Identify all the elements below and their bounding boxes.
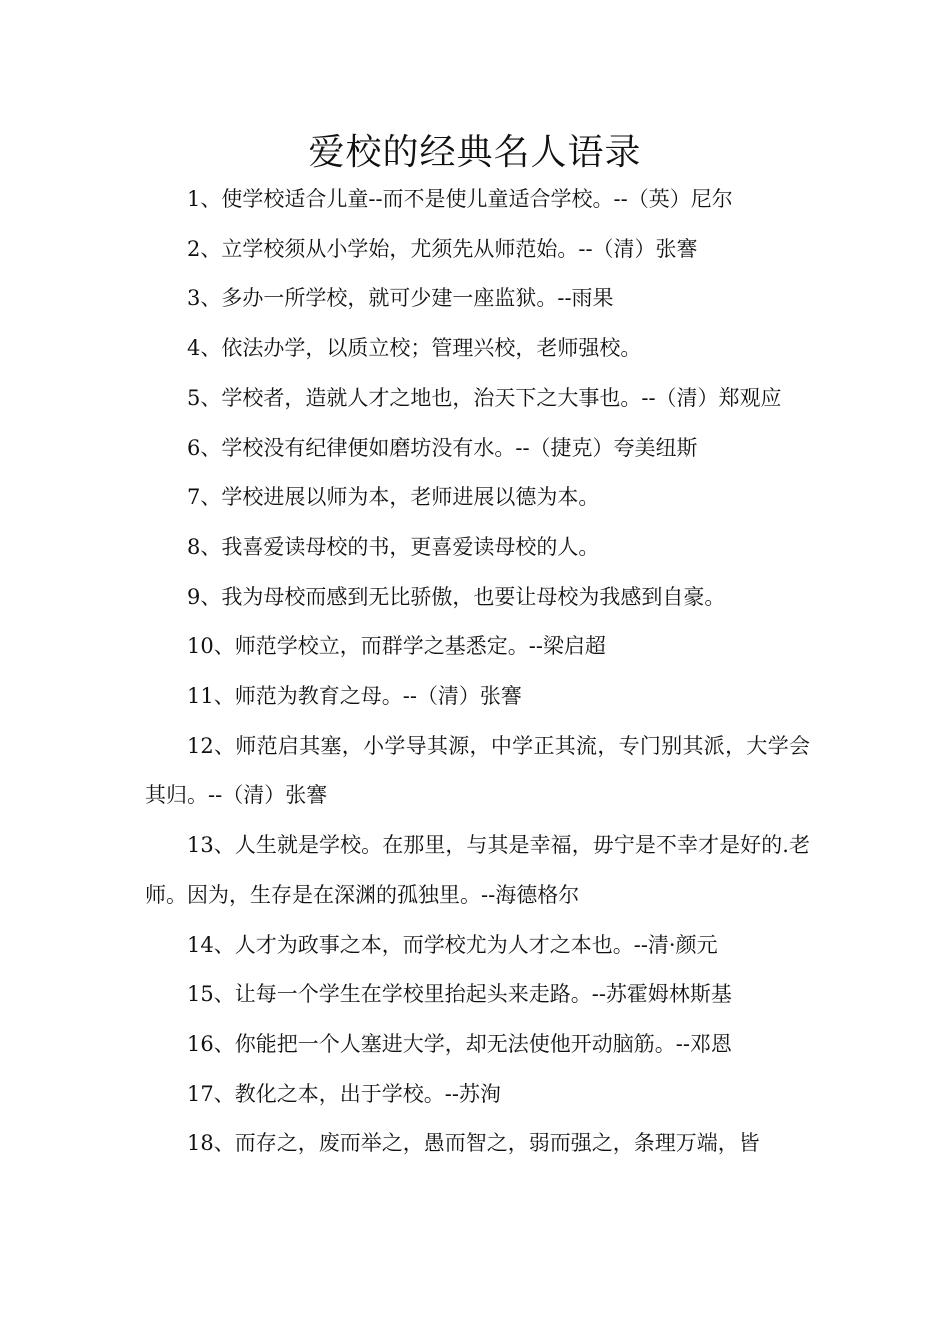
quote-item-3: 3、多办一所学校，就可少建一座监狱。--雨果	[187, 286, 614, 311]
quote-item-16: 16、你能把一个人塞进大学，却无法使他开动脑筋。--邓恩	[187, 1031, 732, 1056]
quote-item-17: 17、教化之本，出于学校。--苏洵	[187, 1081, 501, 1106]
quote-item-7: 7、学校进展以师为本，老师进展以德为本。	[187, 485, 600, 510]
quote-item-2: 2、立学校须从小学始，尤须先从师范始。--（清）张謇	[187, 236, 698, 261]
quote-item-13: 13、人生就是学校。在那里，与其是幸福，毋宁是不幸才是好的.老师。因为，生存是在深渊的孤独里。--海德格尔	[145, 833, 810, 907]
document-title: 爱校的经典名人语录	[308, 132, 642, 173]
quote-item-6: 6、学校没有纪律便如磨坊没有水。--（捷克）夸美纽斯	[187, 435, 698, 460]
quote-item-1: 1、使学校适合儿童--而不是使儿童适合学校。--（英）尼尔	[187, 187, 733, 211]
quote-list	[145, 175, 810, 1169]
quote-item-12: 12、师范启其塞，小学导其源，中学正其流，专门别其派，大学会其归。--（清）张謇	[145, 733, 810, 808]
quote-item-8: 8、我喜爱读母校的书，更喜爱读母校的人。	[187, 534, 600, 559]
quote-item-14: 14、人才为政事之本，而学校尤为人才之本也。--清·颜元	[187, 932, 718, 957]
quote-item-10: 10、师范学校立，而群学之基悉定。--梁启超	[187, 634, 606, 659]
quote-item-5: 5、学校者，造就人才之地也，治天下之大事也。--（清）郑观应	[187, 385, 782, 410]
quote-item-9: 9、我为母校而感到无比骄傲，也要让母校为我感到自豪。	[187, 584, 726, 609]
quote-item-18: 18、而存之，废而举之，愚而智之，弱而强之，条理万端，皆	[187, 1131, 760, 1156]
quote-item-11: 11、师范为教育之母。--（清）张謇	[187, 684, 522, 709]
quote-item-15: 15、让每一个学生在学校里抬起头来走路。--苏霍姆林斯基	[187, 982, 732, 1007]
quote-item-4: 4、依法办学，以质立校；管理兴校，老师强校。	[187, 336, 642, 361]
